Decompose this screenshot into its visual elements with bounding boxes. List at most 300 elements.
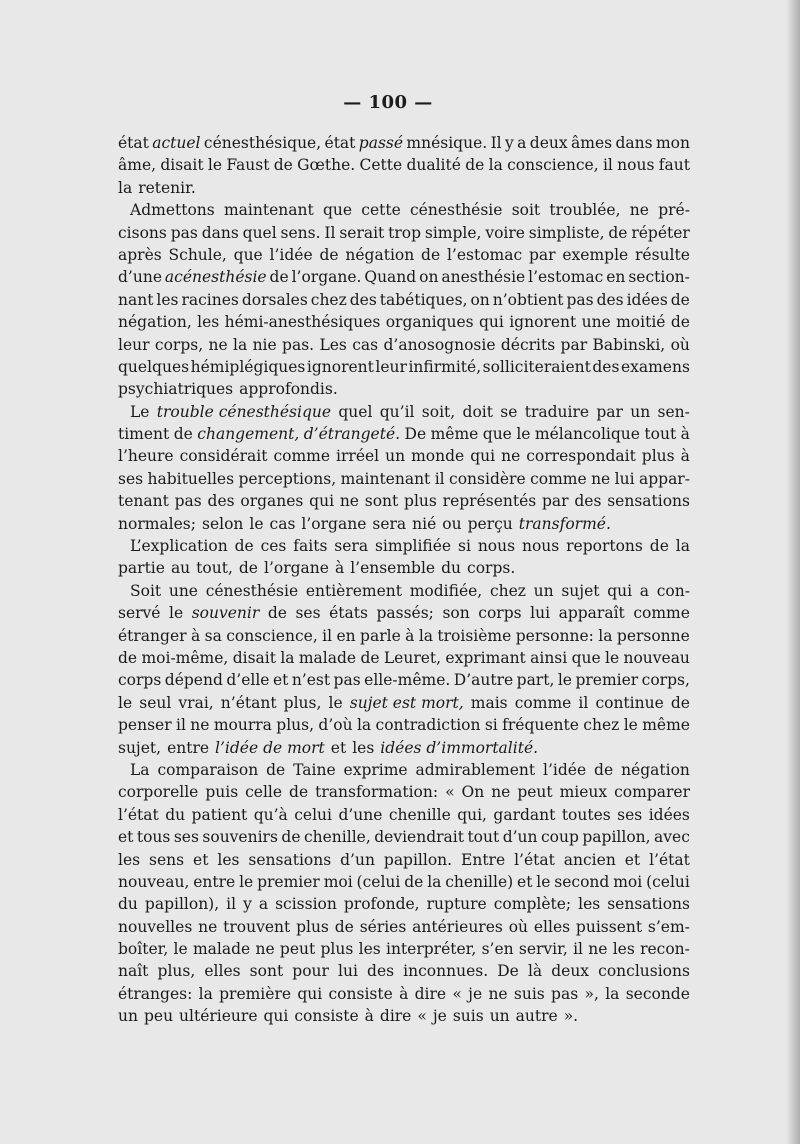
text-line xyxy=(118,311,690,333)
word: d’un xyxy=(340,850,375,869)
word: se xyxy=(500,402,518,421)
word: moitié xyxy=(616,313,666,332)
word: l’estomac xyxy=(528,268,604,287)
word: trop xyxy=(388,223,422,242)
word: il xyxy=(176,716,186,735)
word: coup xyxy=(540,828,579,847)
word: comparaison xyxy=(157,760,259,779)
word: et xyxy=(193,850,209,869)
word: qui xyxy=(478,313,504,332)
word: mais xyxy=(470,693,508,712)
word: De xyxy=(497,962,519,981)
word: plus, xyxy=(283,693,322,712)
word: leur xyxy=(375,357,407,376)
word: penser xyxy=(118,716,172,735)
word: de xyxy=(404,872,424,891)
word: n’est xyxy=(291,671,331,690)
word: mourra xyxy=(213,716,272,735)
word: chez xyxy=(310,290,347,309)
word: partie xyxy=(118,559,165,578)
page-number: — 100 — xyxy=(343,92,433,113)
word: pour xyxy=(292,962,329,981)
word: a xyxy=(517,134,527,152)
word: étranger xyxy=(118,626,187,645)
word: hémiplégiques xyxy=(190,357,306,376)
word: toutes xyxy=(561,805,611,824)
word: perceptions, xyxy=(238,469,337,488)
word: y xyxy=(505,134,514,152)
word: séries xyxy=(359,917,407,936)
word: le xyxy=(623,716,638,735)
word: vrai, xyxy=(178,693,214,712)
word: ne xyxy=(501,447,521,466)
word: ainsi xyxy=(530,648,568,667)
word: comme xyxy=(514,693,572,712)
word: personne xyxy=(616,626,690,645)
word: a xyxy=(258,895,269,914)
word: de xyxy=(319,245,339,264)
word: je xyxy=(432,1007,447,1026)
word: complète; xyxy=(493,895,572,914)
word: représentés xyxy=(442,492,537,511)
word: ou xyxy=(442,514,462,533)
word: considérait xyxy=(179,447,268,466)
word: s’en xyxy=(481,940,514,959)
text-line xyxy=(118,222,690,244)
word: soit, xyxy=(421,402,456,421)
word: première xyxy=(219,984,292,1003)
word: là xyxy=(527,962,543,981)
word: nié xyxy=(412,514,437,533)
word: ». xyxy=(563,1007,579,1026)
word: apparaît xyxy=(558,604,625,623)
text-line xyxy=(118,714,690,736)
word: les xyxy=(358,940,381,959)
word: serait xyxy=(339,223,385,242)
word: qui xyxy=(470,447,496,466)
word: nouveau, xyxy=(118,872,190,891)
word: normales; xyxy=(118,514,196,533)
word: passés; xyxy=(376,604,434,623)
word: à xyxy=(399,984,409,1003)
word: pas xyxy=(170,223,198,242)
word: de xyxy=(118,648,138,667)
word: Soit xyxy=(130,581,162,600)
word: la xyxy=(488,156,503,175)
word: à xyxy=(334,559,345,578)
word: un xyxy=(630,402,651,421)
word: ne xyxy=(629,201,649,220)
word: sujet, xyxy=(118,738,162,757)
word: plus xyxy=(320,940,354,959)
text-line xyxy=(118,983,690,1005)
text-line xyxy=(118,759,690,781)
page-edge-shadow xyxy=(786,0,800,1144)
word: contradiction xyxy=(375,716,481,735)
text-line xyxy=(118,580,690,602)
word: exprime xyxy=(343,760,408,779)
word: simple, xyxy=(424,223,482,242)
word: maintenant xyxy=(340,469,431,488)
word: section- xyxy=(628,268,690,287)
word: de xyxy=(266,760,286,779)
word: », xyxy=(584,984,599,1003)
word: sont xyxy=(249,962,284,981)
word: le xyxy=(516,425,531,444)
word: deux xyxy=(551,962,590,981)
word: nous xyxy=(477,537,516,556)
word: peut xyxy=(279,940,316,959)
word: âmes xyxy=(571,134,613,152)
word: n’étant xyxy=(220,693,277,712)
word: en xyxy=(336,626,356,645)
word: il xyxy=(602,156,613,175)
word: d’une xyxy=(118,268,162,287)
word: que xyxy=(571,648,601,667)
word: peut xyxy=(517,783,553,802)
word: de xyxy=(670,290,690,309)
word: tenant xyxy=(118,492,169,511)
word: je xyxy=(468,984,483,1003)
word: Schule, xyxy=(168,245,227,264)
word: elles xyxy=(204,962,241,981)
word: timent xyxy=(118,425,170,444)
word: celui xyxy=(294,805,332,824)
word: les xyxy=(578,895,601,914)
word: des xyxy=(592,357,620,376)
word: parle xyxy=(360,626,401,645)
word: à xyxy=(680,447,690,466)
word: perçu xyxy=(467,514,513,533)
word: servir, xyxy=(518,940,568,959)
word: La xyxy=(130,760,150,779)
word: le xyxy=(207,156,223,175)
word: sens. xyxy=(280,223,321,242)
word: entre xyxy=(167,738,210,757)
word: idées xyxy=(626,290,668,309)
word: correspondait xyxy=(526,447,636,466)
word: qui, xyxy=(457,805,487,824)
word: de xyxy=(670,693,690,712)
text-line xyxy=(118,647,690,669)
word: du xyxy=(165,805,186,824)
word: et xyxy=(624,850,641,869)
word: mélancolique xyxy=(534,425,640,444)
word: état xyxy=(118,134,149,152)
word: cénesthésique, xyxy=(203,134,322,152)
word: chenille, xyxy=(303,828,371,847)
word: sen- xyxy=(657,402,690,421)
word: dire xyxy=(414,984,447,1003)
word: ses xyxy=(617,805,643,824)
word: par xyxy=(528,245,556,264)
word: et xyxy=(272,671,289,690)
word: n’obtient xyxy=(492,290,564,309)
word: même xyxy=(430,425,479,444)
word: l’idée xyxy=(269,245,313,264)
word: moi xyxy=(323,872,353,891)
text-line xyxy=(118,154,690,176)
word: sujet xyxy=(561,581,600,600)
word: d’une xyxy=(338,805,383,824)
word: transformation: xyxy=(315,783,439,802)
word: irréel xyxy=(336,447,380,466)
word: comparer xyxy=(614,783,690,802)
word: sensations xyxy=(607,492,690,511)
word: suis xyxy=(513,984,545,1003)
word: souvenirs xyxy=(202,828,278,847)
word: entièrement xyxy=(305,581,403,600)
word: et xyxy=(118,828,134,847)
word: celle xyxy=(245,783,283,802)
word: nous xyxy=(617,156,655,175)
word: âme, xyxy=(118,156,157,175)
word: il xyxy=(226,895,237,914)
italic-word: d’étrangeté. xyxy=(303,425,401,444)
word: dorsales xyxy=(241,290,308,309)
word: pas. xyxy=(282,335,315,354)
word: plus, xyxy=(157,962,196,981)
word: habituelles xyxy=(147,469,235,488)
word: troisième xyxy=(437,626,512,645)
word: quel xyxy=(242,223,277,242)
word: premier xyxy=(257,872,320,891)
word: recon- xyxy=(640,940,690,959)
word: papillon), xyxy=(144,895,220,914)
word: ne xyxy=(198,917,218,936)
word: premier xyxy=(575,671,639,690)
word: leur xyxy=(118,335,150,354)
word: continue xyxy=(595,693,664,712)
word: peu xyxy=(143,1007,174,1026)
word: s’em- xyxy=(647,917,690,936)
word: dire xyxy=(379,1007,412,1026)
word: modifiée, xyxy=(409,581,483,600)
word: sens xyxy=(149,850,185,869)
text-line xyxy=(118,602,690,624)
word: faut xyxy=(658,156,690,175)
word: antérieures xyxy=(412,917,503,936)
word: L’explication xyxy=(130,537,228,556)
word: a xyxy=(639,581,650,600)
word: dans xyxy=(201,223,239,242)
word: servé xyxy=(118,604,161,623)
word: sera xyxy=(372,514,407,533)
word: y xyxy=(243,895,252,914)
word: conscience, xyxy=(507,156,599,175)
word: le xyxy=(239,872,254,891)
word: De xyxy=(404,425,427,444)
word: ses xyxy=(295,604,321,623)
text-line xyxy=(118,445,690,467)
word: selon xyxy=(201,514,244,533)
word: les xyxy=(118,850,141,869)
word: qu’il xyxy=(379,402,415,421)
word: à xyxy=(364,1007,374,1026)
word: Faust xyxy=(226,156,270,175)
word: et xyxy=(330,738,347,757)
word: sensations xyxy=(248,850,332,869)
word: nant xyxy=(118,290,154,309)
word: de xyxy=(173,425,193,444)
word: (celui xyxy=(356,872,401,891)
word: un xyxy=(489,1007,510,1026)
italic-word: souvenir xyxy=(191,604,260,623)
italic-word: idées d’immortalité. xyxy=(380,738,539,757)
word: Entre xyxy=(461,850,506,869)
word: cénesthésie xyxy=(205,581,299,600)
word: disait xyxy=(160,156,204,175)
word: cas xyxy=(269,514,296,533)
word: D’autre xyxy=(453,671,514,690)
text-line xyxy=(118,132,690,154)
word: nouvelles xyxy=(118,917,193,936)
word: il xyxy=(578,693,589,712)
text-line xyxy=(118,849,690,871)
word: la xyxy=(598,626,613,645)
word: cette xyxy=(361,201,401,220)
word: corps. xyxy=(467,559,516,578)
word: l’organe xyxy=(263,559,329,578)
word: inconnues. xyxy=(403,962,489,981)
word: puissent xyxy=(575,917,643,936)
word: de xyxy=(273,156,293,175)
italic-word: passé xyxy=(358,134,404,152)
word: interpréter, xyxy=(385,940,477,959)
word: chenille) xyxy=(445,872,514,891)
word: avec xyxy=(654,828,690,847)
text-line xyxy=(118,289,690,311)
word: seconde xyxy=(625,984,690,1003)
word: mnésique. xyxy=(406,134,488,152)
word: il xyxy=(573,940,583,959)
word: disait xyxy=(232,648,276,667)
word: seul xyxy=(139,693,172,712)
word: l’ensemble xyxy=(350,559,436,578)
word: des xyxy=(596,290,624,309)
word: pas xyxy=(333,671,361,690)
text-line xyxy=(118,177,690,199)
word: trouvent xyxy=(223,917,291,936)
word: corps xyxy=(118,671,162,690)
word: ne xyxy=(591,469,611,488)
word: Cette xyxy=(359,156,403,175)
word: du xyxy=(118,895,138,914)
word: On xyxy=(461,783,485,802)
word: état xyxy=(324,134,356,152)
word: corps, xyxy=(641,671,690,690)
word: sensations xyxy=(607,895,690,914)
word: ne xyxy=(491,783,511,802)
italic-word: changement, xyxy=(197,425,300,444)
word: de xyxy=(234,537,254,556)
word: Taine xyxy=(293,760,336,779)
word: (celui xyxy=(646,872,690,891)
word: fréquente xyxy=(502,716,579,735)
word: un xyxy=(118,1007,138,1026)
text-line xyxy=(118,804,690,826)
italic-word: l’idée de mort xyxy=(215,738,325,757)
text-line xyxy=(118,916,690,938)
word: ces xyxy=(260,537,287,556)
word: lui xyxy=(338,962,358,981)
word: si xyxy=(458,537,471,556)
word: tout xyxy=(644,425,677,444)
word: ignorent xyxy=(509,313,577,332)
word: la xyxy=(605,984,620,1003)
italic-word: transformé. xyxy=(518,514,611,533)
word: qui xyxy=(607,581,633,600)
word: au xyxy=(170,559,191,578)
word: par xyxy=(542,492,569,511)
word: racines xyxy=(181,290,239,309)
word: malade xyxy=(192,940,251,959)
word: d’anosognosie xyxy=(383,335,496,354)
word: organiques xyxy=(385,313,474,332)
word: répéter xyxy=(631,223,690,242)
word: résulte xyxy=(635,245,690,264)
text-line xyxy=(118,244,690,266)
word: nous xyxy=(521,537,560,556)
word: d’elle xyxy=(226,671,270,690)
word: profonde, xyxy=(343,895,420,914)
word: Leuret, xyxy=(383,648,442,667)
word: étranges: xyxy=(118,984,193,1003)
word: la xyxy=(675,537,690,556)
word: les xyxy=(217,850,240,869)
word: elles xyxy=(533,917,571,936)
italic-word: sujet est mort, xyxy=(349,693,464,712)
word: consiste xyxy=(294,1007,359,1026)
word: l’état xyxy=(514,850,555,869)
word: un xyxy=(533,581,554,600)
word: infirmité, xyxy=(408,357,482,376)
word: la xyxy=(418,626,434,645)
text-line xyxy=(118,423,690,445)
word: des xyxy=(349,290,377,309)
word: conclusions xyxy=(598,962,690,981)
word: quel xyxy=(338,402,373,421)
word: lui xyxy=(614,469,635,488)
text-line xyxy=(118,669,690,691)
word: papillon. xyxy=(383,850,453,869)
word: on xyxy=(419,268,439,287)
word: les xyxy=(197,313,220,332)
word: plus xyxy=(404,492,437,511)
word: corps, xyxy=(154,335,204,354)
word: l’heure xyxy=(118,447,174,466)
word: ne xyxy=(208,335,228,354)
word: que xyxy=(233,245,263,264)
word: de xyxy=(465,156,485,175)
word: Quand xyxy=(364,268,417,287)
word: le xyxy=(557,671,572,690)
italic-word: acénesthésie xyxy=(164,268,267,287)
word: d’où xyxy=(318,716,353,735)
word: chez xyxy=(489,581,526,600)
word: ne xyxy=(190,716,210,735)
word: les xyxy=(612,940,635,959)
word: soit xyxy=(511,201,541,220)
word: Admettons xyxy=(130,201,215,220)
word: négation xyxy=(345,245,415,264)
word: pas xyxy=(551,984,579,1003)
text-line xyxy=(118,893,690,915)
word: entre xyxy=(193,872,236,891)
word: mieux xyxy=(559,783,608,802)
word: un xyxy=(385,447,406,466)
text-line xyxy=(118,266,690,288)
